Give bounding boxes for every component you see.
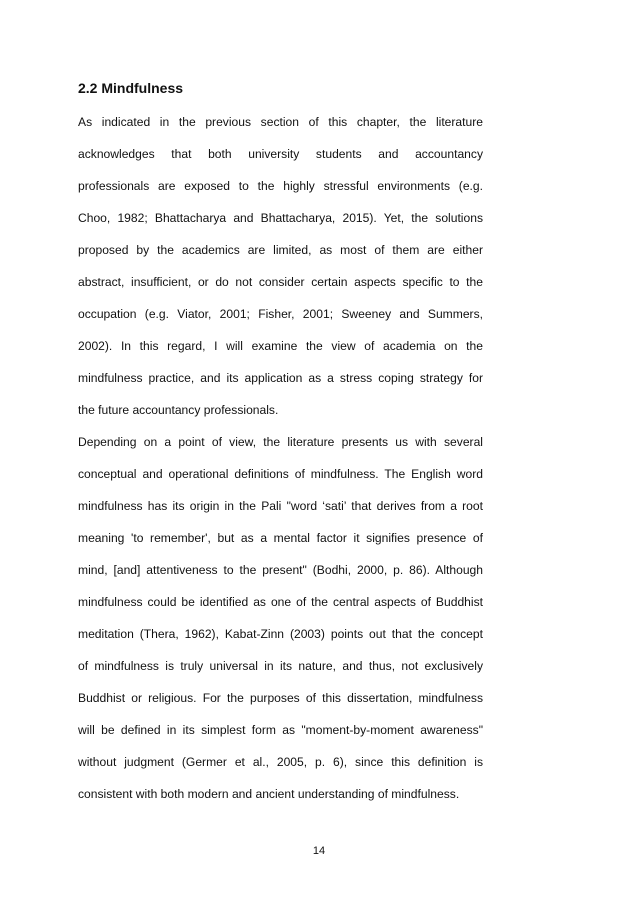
paragraph-line: abstract, insufficient, or do not consider certain aspects specific to the xyxy=(78,275,483,289)
paragraph-line: proposed by the academics are limited, as most of them are either xyxy=(78,243,483,257)
paragraph-line: conceptual and operational definitions of mindfulness. The English word xyxy=(78,467,483,481)
paragraph-line: Choo, 1982; Bhattacharya and Bhattacharya, 2015). Yet, the solutions xyxy=(78,211,483,225)
paragraph-line: As indicated in the previous section of this chapter, the literature xyxy=(78,115,483,129)
paragraph-line: meaning 'to remember', but as a mental factor it signifies presence of xyxy=(78,531,483,545)
paragraph-line: will be defined in its simplest form as "moment-by-moment awareness" xyxy=(78,723,483,737)
paragraph-line: occupation (e.g. Viator, 2001; Fisher, 2001; Sweeney and Summers, xyxy=(78,307,483,321)
paragraph-line: acknowledges that both university students and accountancy xyxy=(78,147,483,161)
paragraph-line: mindfulness could be identified as one of the central aspects of Buddhist xyxy=(78,595,483,609)
paragraph-line: without judgment (Germer et al., 2005, p. 6), since this definition is xyxy=(78,755,483,769)
paragraph-literature-review xyxy=(78,113,483,433)
paragraph-line: 2002). In this regard, I will examine the view of academia on the xyxy=(78,339,483,353)
page-number: 14 xyxy=(312,845,326,857)
paragraph-line: mind, [and] attentiveness to the present" (Bodhi, 2000, p. 86). Although xyxy=(78,563,483,577)
paragraph-line: consistent with both modern and ancient understanding of mindfulness. xyxy=(78,787,460,801)
paragraph-line: professionals are exposed to the highly stressful environments (e.g. xyxy=(78,179,483,193)
section-heading: 2.2 Mindfulness xyxy=(78,80,184,96)
paragraph-definitions xyxy=(78,433,483,817)
paragraph-line: mindfulness practice, and its application as a stress coping strategy for xyxy=(78,371,483,385)
paragraph-line: mindfulness has its origin in the Pali "word ‘sati’ that derives from a root xyxy=(78,499,483,513)
paragraph-line: Depending on a point of view, the literature presents us with several xyxy=(78,435,483,449)
paragraph-line: Buddhist or religious. For the purposes of this dissertation, mindfulness xyxy=(78,691,483,705)
paragraph-line: meditation (Thera, 1962), Kabat-Zinn (2003) points out that the concept xyxy=(78,627,483,641)
paragraph-line: the future accountancy professionals. xyxy=(78,403,279,417)
paragraph-line: of mindfulness is truly universal in its nature, and thus, not exclusively xyxy=(78,659,483,673)
